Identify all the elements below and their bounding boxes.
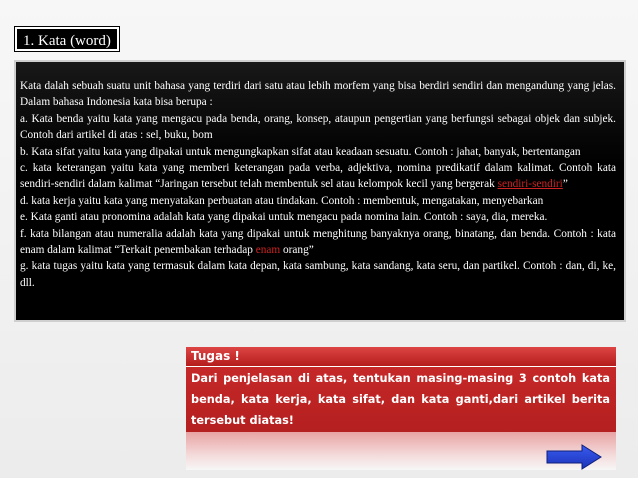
paragraph-f-text: f. kata bilangan atau numeralia adalah kata yang dipakai untuk menghitung banyaknya orang, binatang, dan benda. Contoh : kata enam dalam kalimat “Terkait penembakan terhadap (20, 227, 616, 257)
paragraph-d: d. kata kerja yaitu kata yang menyatakan perbuatan atau tindakan. Contoh : membentuk, mengatakan, menyebarkan (20, 194, 544, 207)
paragraph-g: g. kata tugas yaitu kata yang termasuk dalam kata depan, kata sambung, kata sandang, kata seru, dan partikel. Contoh : dan, di, ke, dll. (20, 260, 616, 289)
enam-highlight: enam (255, 244, 281, 257)
intro-paragraph: Kata dalah sebuah suatu unit bahasa yang terdiri dari satu atau lebih morfem yang bisa berdiri sendiri dan mengandung yang jelas. Dalam bahasa Indonesia kata bisa berupa : (20, 80, 616, 109)
slide-title: 1. Kata (word) (15, 27, 119, 51)
paragraph-f-end: orang” (280, 244, 314, 257)
paragraph-c-end: ” (562, 178, 568, 191)
paragraph-c (20, 160, 616, 193)
task-heading: Tugas ! (186, 347, 616, 367)
sendiri-sendiri-link[interactable]: sendiri-sendiri (497, 178, 563, 191)
content-text (20, 78, 616, 291)
paragraph-e: e. Kata ganti atau pronomina adalah kata yang dipakai untuk mengacu pada nomina lain. Contoh : saya, dia, mereka. (20, 211, 548, 224)
task-box (186, 347, 616, 431)
paragraph-f (20, 226, 616, 259)
task-body: Dari penjelasan di atas, tentukan masing-masing 3 contoh kata benda, kata kerja, kata sifat, dan kata ganti,dari artikel berita tersebut diatas! (186, 367, 616, 433)
right-arrow-icon (546, 444, 602, 470)
paragraph-b: b. Kata sifat yaitu kata yang dipakai untuk mengungkapkan sifat atau keadaan sesuatu. Contoh : jahat, banyak, bertentangan (20, 145, 581, 158)
paragraph-c-text: c. kata keterangan yaitu kata yang memberi keterangan pada verba, adjektiva, nomina predikatif dalam kalimat. Contoh kata sendiri-sendiri dalam kalimat “Jaringan tersebut telah membentuk sel atau kelompok kecil yang bergerak (20, 162, 616, 191)
next-slide-button[interactable] (546, 444, 602, 470)
paragraph-a: a. Kata benda yaitu kata yang mengacu pada benda, orang, konsep, ataupun pengertian yang berfungsi sebagai objek dan subjek. Contoh dari artikel di atas : sel, buku, bom (20, 112, 616, 142)
